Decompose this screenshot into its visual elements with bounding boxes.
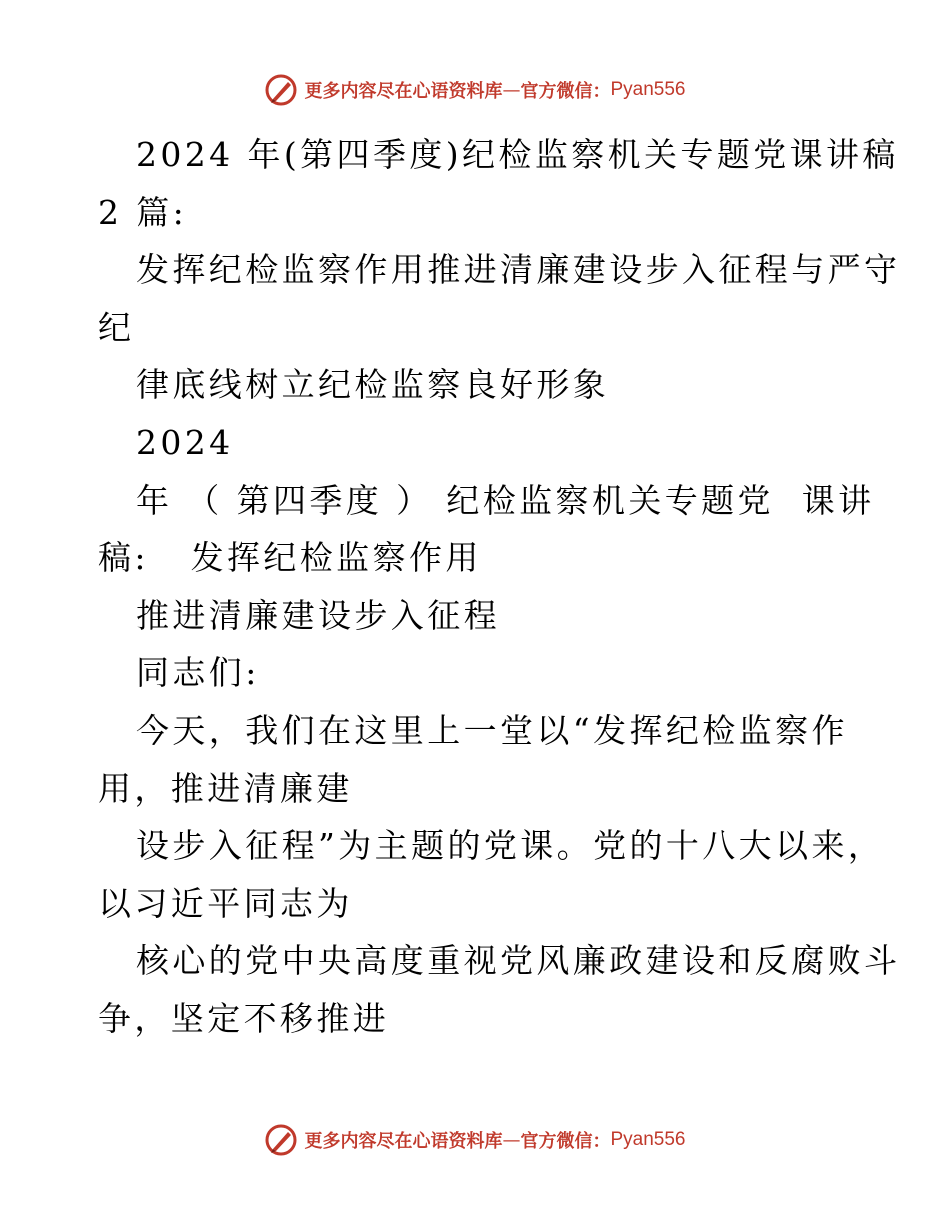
watermark-dash: —: [502, 1129, 521, 1151]
document-body: [98, 126, 901, 1048]
footer-watermark: [0, 1120, 950, 1160]
text-line: 用，推进清廉建: [98, 768, 353, 808]
watermark-wechat-label: 官方微信：: [520, 81, 611, 102]
text-line: 核心的党中央高度重视党风廉政建设和反腐败斗: [136, 941, 901, 981]
text-line: 发挥纪检监察作用推进清廉建设步入征程与严守: [136, 250, 901, 290]
text-line: 年 （ 第四季度 ） 纪检监察机关专题党 课讲: [136, 480, 875, 520]
pen-logo-icon: [264, 1123, 298, 1157]
text-line: 2024: [136, 422, 234, 462]
header-watermark: [0, 70, 950, 110]
text-line: 同志们:: [136, 653, 260, 693]
text-line: 2 篇:: [98, 192, 188, 232]
text-line: 设步入征程”为主题的党课。党的十八大以来，: [136, 826, 885, 866]
text-line: 纪: [98, 307, 135, 347]
text-line: 争，坚定不移推进: [98, 998, 390, 1038]
watermark-text: 更多内容尽在心语资料库: [304, 81, 503, 102]
watermark-wechat-id: Pyan556: [610, 1129, 686, 1150]
pen-logo-icon: [264, 73, 298, 107]
watermark-wechat-id: Pyan556: [610, 79, 686, 100]
watermark-text: 更多内容尽在心语资料库: [304, 1131, 503, 1152]
text-line: 律底线树立纪检监察良好形象: [136, 365, 610, 405]
watermark-wechat-label: 官方微信：: [520, 1131, 611, 1152]
text-line: 2024 年(第四季度)纪检监察机关专题党课讲稿: [136, 135, 899, 174]
text-line: 以习近平同志为: [98, 883, 353, 923]
watermark-dash: —: [502, 79, 521, 101]
text-line: 今天，我们在这里上一堂以“发挥纪检监察作: [136, 710, 848, 750]
text-line: 推进清廉建设步入征程: [136, 595, 500, 635]
text-line: 稿: 发挥纪检监察作用: [98, 538, 482, 578]
